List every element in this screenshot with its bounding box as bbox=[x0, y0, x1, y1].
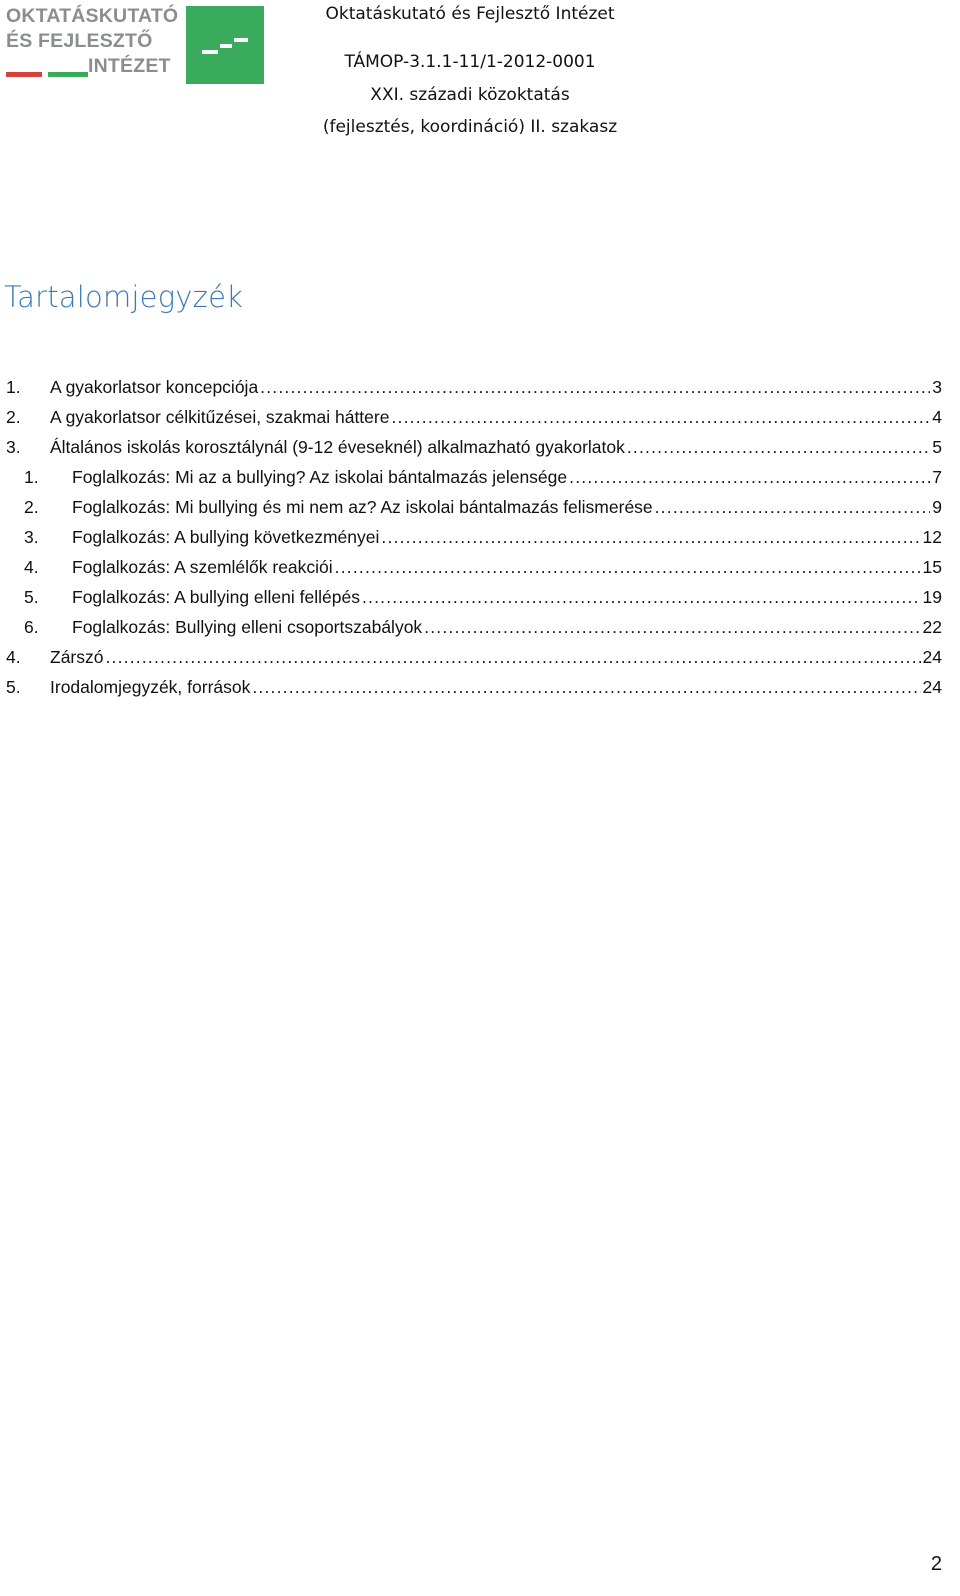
toc-entry[interactable] bbox=[6, 372, 942, 402]
toc-entry-title: Foglalkozás: A bullying elleni fellépés bbox=[72, 587, 360, 607]
toc-entry-page: 5 bbox=[932, 437, 942, 457]
toc-entry[interactable] bbox=[6, 612, 942, 642]
toc-entry-number: 2. bbox=[6, 407, 21, 427]
toc-entry[interactable] bbox=[6, 552, 942, 582]
header-project-title-line-2: (fejlesztés, koordináció) II. szakasz bbox=[322, 117, 618, 137]
toc-entry-title: Irodalomjegyzék, források bbox=[50, 677, 251, 697]
toc-entry-leader bbox=[391, 402, 930, 432]
logo-green-bar bbox=[48, 72, 88, 77]
toc-entry-title: Általános iskolás korosztálynál (9-12 éveseknél) alkalmazható gyakorlatok bbox=[50, 437, 625, 457]
toc-entry-title: A gyakorlatsor koncepciója bbox=[50, 377, 259, 397]
toc-entry-leader bbox=[627, 432, 930, 462]
institute-logo bbox=[6, 4, 266, 84]
toc-entry-title: Foglalkozás: A bullying következményei bbox=[72, 527, 380, 547]
header-project-title-line-1: XXI. századi közoktatás bbox=[370, 85, 570, 105]
toc-entry[interactable] bbox=[6, 402, 942, 432]
toc-entry-leader bbox=[252, 672, 920, 702]
toc-entry[interactable] bbox=[6, 432, 942, 462]
toc-entry-page: 3 bbox=[932, 377, 942, 397]
toc-entry-title: Foglalkozás: Mi bullying és mi nem az? Az iskolai bántalmazás felismerése bbox=[72, 497, 653, 517]
toc-entry-page: 22 bbox=[922, 617, 942, 637]
logo-wordmark bbox=[6, 4, 178, 79]
logo-line-2: ÉS FEJLESZTŐ bbox=[6, 30, 153, 52]
toc-entry[interactable] bbox=[6, 672, 942, 702]
toc-entry-leader bbox=[424, 612, 920, 642]
header-organization: Oktatáskutató és Fejlesztő Intézet bbox=[325, 4, 615, 24]
toc-list bbox=[6, 372, 942, 702]
toc-heading: Tartalomjegyzék bbox=[4, 280, 244, 314]
toc-entry-number: 5. bbox=[24, 587, 39, 607]
toc-entry-page: 9 bbox=[932, 497, 942, 517]
toc-entry-page: 24 bbox=[922, 647, 942, 667]
logo-line-1: OKTATÁSKUTATÓ bbox=[6, 5, 179, 27]
toc-entry-leader bbox=[655, 492, 931, 522]
toc-entry-leader bbox=[569, 462, 930, 492]
toc-entry-number: 3. bbox=[24, 527, 39, 547]
toc-entry-number: 1. bbox=[6, 377, 21, 397]
toc-entry-title: Foglalkozás: A szemlélők reakciói bbox=[72, 557, 333, 577]
toc-entry[interactable] bbox=[6, 492, 942, 522]
toc-entry-page: 19 bbox=[922, 587, 942, 607]
toc-entry-number: 4. bbox=[6, 647, 21, 667]
header-project-code: TÁMOP-3.1.1-11/1-2012-0001 bbox=[344, 52, 596, 72]
toc-entry-title: A gyakorlatsor célkitűzései, szakmai háttere bbox=[50, 407, 390, 427]
toc-entry-page: 15 bbox=[922, 557, 942, 577]
logo-line-3: INTÉZET bbox=[88, 55, 171, 77]
toc-entry[interactable] bbox=[6, 582, 942, 612]
toc-entry-number: 4. bbox=[24, 557, 39, 577]
toc-entry-leader bbox=[105, 642, 920, 672]
toc-entry-page: 12 bbox=[922, 527, 942, 547]
toc-entry-number: 2. bbox=[24, 497, 39, 517]
toc-entry-number: 6. bbox=[24, 617, 39, 637]
toc-entry-title: Zárszó bbox=[50, 647, 104, 667]
logo-steps-icon bbox=[186, 6, 264, 84]
toc-entry-number: 1. bbox=[24, 467, 39, 487]
toc-entry[interactable] bbox=[6, 642, 942, 672]
toc-entry-leader bbox=[381, 522, 920, 552]
toc-entry-page: 7 bbox=[932, 467, 942, 487]
toc-entry-leader bbox=[362, 582, 921, 612]
toc-entry-number: 3. bbox=[6, 437, 21, 457]
toc-entry-number: 5. bbox=[6, 677, 21, 697]
toc-entry-page: 24 bbox=[922, 677, 942, 697]
logo-red-bar bbox=[6, 72, 42, 77]
toc-entry-page: 4 bbox=[932, 407, 942, 427]
toc-entry-title: Foglalkozás: Mi az a bullying? Az iskolai bántalmazás jelensége bbox=[72, 467, 568, 487]
logo-mark-icon bbox=[186, 6, 264, 84]
toc-entry-leader bbox=[260, 372, 930, 402]
toc-entry[interactable] bbox=[6, 522, 942, 552]
page-number: 2 bbox=[930, 1553, 942, 1575]
toc-entry[interactable] bbox=[6, 462, 942, 492]
toc-entry-title: Foglalkozás: Bullying elleni csoportszabályok bbox=[72, 617, 423, 637]
toc-entry-leader bbox=[335, 552, 921, 582]
